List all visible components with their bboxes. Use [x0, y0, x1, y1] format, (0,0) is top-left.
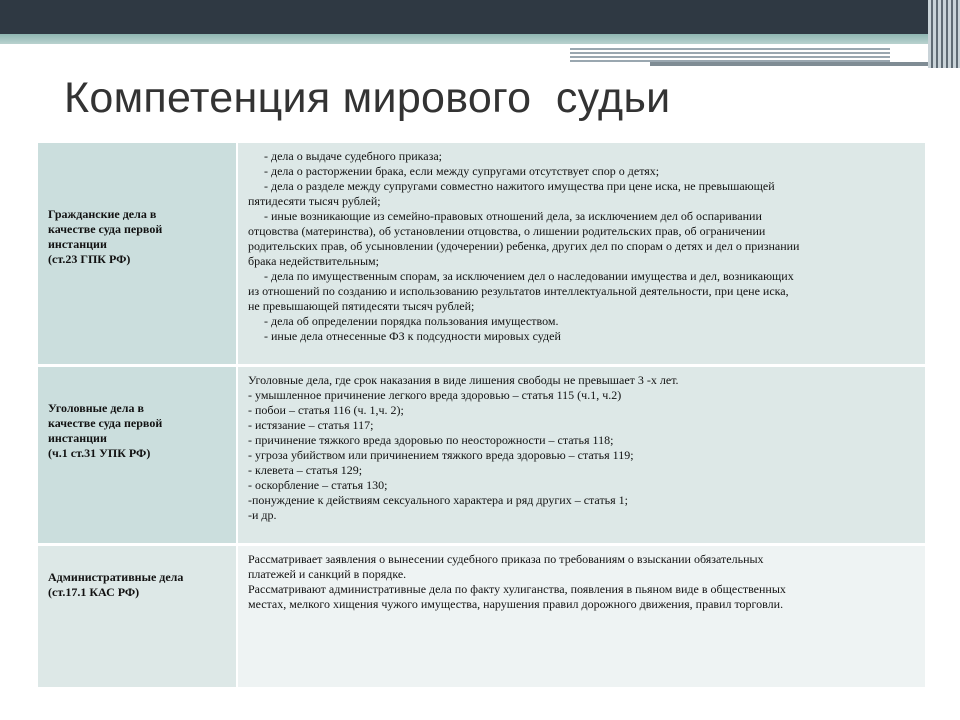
description-criminal: [238, 367, 927, 546]
description-line: - дела о расторжении брака, если между супругами отсутствует спор о детях;: [264, 164, 660, 178]
competence-table: [38, 143, 927, 690]
category-line: качестве суда первой: [48, 416, 163, 430]
category-line: инстанции: [48, 237, 107, 251]
description-line: пятидесяти тысяч рублей;: [248, 194, 381, 208]
description-civil: [238, 143, 927, 367]
description-line: из отношений по созданию и использованию результатов интеллектуальной деятельности, при цене иска,: [248, 284, 789, 298]
description-line: - угроза убийством или причинением тяжкого вреда здоровью – статья 119;: [248, 448, 634, 462]
header-stripe-bar: [650, 62, 940, 66]
description-line: местах, мелкого хищения чужого имущества, нарушения правил дорожного движения, правил торговли.: [248, 597, 784, 611]
description-line: - побои – статья 116 (ч. 1,ч. 2);: [248, 403, 404, 417]
description-line: Рассматривают административные дела по факту хулиганства, появления в пьяном виде в общественных: [248, 582, 786, 596]
description-line: - дела о разделе между супругами совместно нажитого имущества при цене иска, не превышающей: [264, 179, 775, 193]
slide-title: Компетенция мирового судьи: [64, 74, 671, 122]
category-line: Уголовные дела в: [48, 401, 144, 415]
description-line: - иные возникающие из семейно-правовых отношений дела, за исключением дел об оспаривании: [264, 209, 762, 223]
category-line: (ч.1 ст.31 УПК РФ): [48, 446, 151, 460]
header-dark-band: [0, 0, 960, 34]
description-line: - дела об определении порядка пользования имуществом.: [264, 314, 559, 328]
description-line: Уголовные дела, где срок наказания в виде лишения свободы не превышает 3 -х лет.: [248, 373, 679, 387]
description-line: -и др.: [248, 508, 277, 522]
header-stripe-lines: [570, 48, 890, 62]
category-line: инстанции: [48, 431, 107, 445]
category-line: Административные дела: [48, 570, 184, 584]
description-line: - дела по имущественным спорам, за исключением дел о наследовании имущества и дел, возникающих: [264, 269, 794, 283]
corner-decoration: [928, 0, 960, 68]
description-line: - причинение тяжкого вреда здоровью по неосторожности – статья 118;: [248, 433, 614, 447]
category-administrative: [38, 546, 238, 690]
category-line: качестве суда первой: [48, 222, 163, 236]
category-line: Гражданские дела в: [48, 207, 157, 221]
description-line: не превышающей пятидесяти тысяч рублей;: [248, 299, 475, 313]
description-line: -понуждение к действиям сексуального характера и ряд других – статья 1;: [248, 493, 629, 507]
description-line: - оскорбление – статья 130;: [248, 478, 388, 492]
description-administrative: [238, 546, 927, 690]
header-teal-band: [0, 34, 960, 44]
category-line: (ст.23 ГПК РФ): [48, 252, 131, 266]
category-criminal: [38, 367, 238, 546]
description-line: - дела о выдаче судебного приказа;: [264, 149, 442, 163]
category-civil: [38, 143, 238, 367]
description-line: платежей и санкций в порядке.: [248, 567, 407, 581]
description-line: - истязание – статья 117;: [248, 418, 374, 432]
description-line: Рассматривает заявления о вынесении судебного приказа по требованиям о взыскании обязательных: [248, 552, 764, 566]
description-line: родительских прав, об усыновлении (удочерении) ребенка, других дел по спорам о детях и дел о признании: [248, 239, 800, 253]
description-line: отцовства (материнства), об установлении отцовства, о лишении родительских прав, об ограничении: [248, 224, 766, 238]
description-line: брака недействительным;: [248, 254, 379, 268]
description-line: - умышленное причинение легкого вреда здоровью – статья 115 (ч.1, ч.2): [248, 388, 622, 402]
category-line: (ст.17.1 КАС РФ): [48, 585, 140, 599]
description-line: - клевета – статья 129;: [248, 463, 363, 477]
description-line: - иные дела отнесенные ФЗ к подсудности мировых судей: [264, 329, 561, 343]
